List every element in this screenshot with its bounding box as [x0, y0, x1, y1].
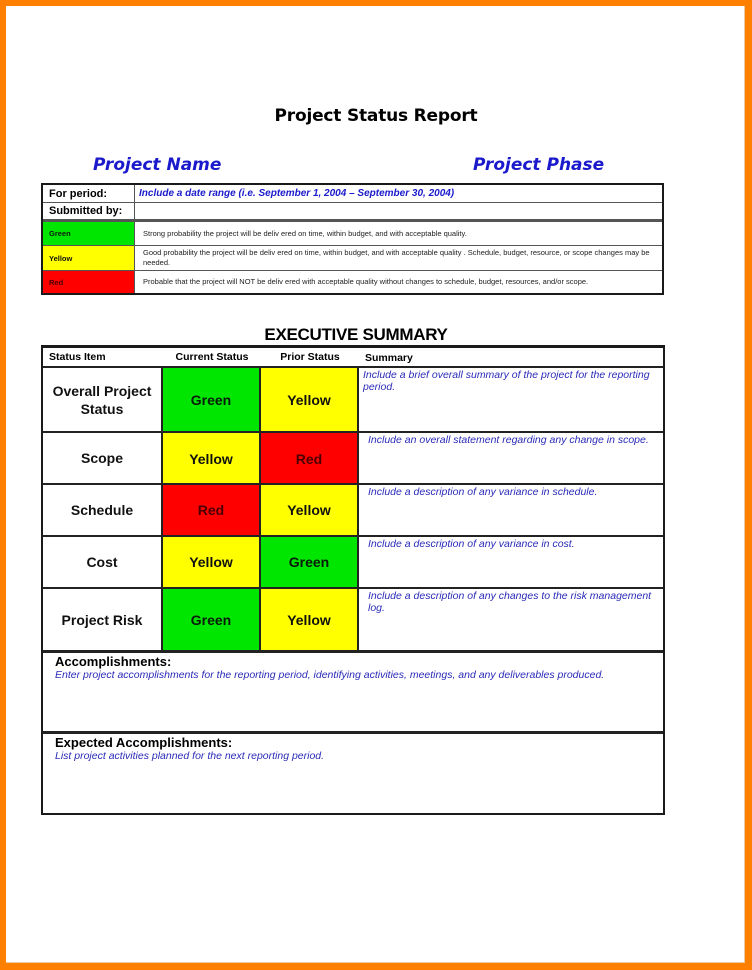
column-header-prior-status: Prior Status — [280, 351, 340, 363]
prior-status-cell[interactable]: Yellow — [261, 589, 359, 650]
current-status-cell[interactable]: Yellow — [163, 537, 261, 587]
period-label: For period: — [43, 185, 135, 202]
period-field[interactable]: Include a date range (i.e. September 1, 2004 – September 30, 2004) — [139, 188, 455, 199]
current-status-cell[interactable]: Green — [163, 368, 261, 431]
legend-yellow-label: Yellow — [43, 246, 135, 270]
prior-status-cell[interactable]: Green — [261, 537, 359, 587]
period-row — [43, 185, 662, 203]
prior-status-cell[interactable]: Yellow — [261, 485, 359, 535]
column-header-current-status: Current Status — [175, 351, 249, 363]
table-row — [43, 485, 663, 537]
summary-cell[interactable]: Include an overall statement regarding any change in scope. — [368, 434, 649, 446]
report-title: Project Status Report — [274, 106, 478, 126]
submitted-field[interactable] — [135, 203, 662, 219]
legend-row-green — [43, 222, 662, 246]
status-item-label: Scope — [43, 433, 163, 483]
legend-green-description: Strong probability the project will be deliv ered on time, within budget, and with acceptable quality. — [143, 228, 467, 238]
legend-red-description: Probable that the project will NOT be deliv ered with acceptable quality without changes to schedule, budget, resources, and/or scope. — [143, 277, 589, 286]
summary-cell[interactable]: Include a description of any variance in cost. — [368, 538, 575, 550]
project-phase-heading: Project Phase — [473, 155, 605, 175]
accomplishments-title: Accomplishments: — [55, 654, 172, 669]
prior-status-cell[interactable]: Red — [261, 433, 359, 483]
summary-cell[interactable]: Include a brief overall summary of the project for the reporting period. — [363, 369, 650, 393]
current-status-cell[interactable]: Green — [163, 589, 261, 650]
legend-green-label: Green — [43, 222, 135, 245]
table-row — [43, 589, 663, 653]
status-item-label: Project Risk — [43, 589, 163, 650]
expected-accomplishments-title: Expected Accomplishments: — [55, 735, 233, 750]
submitted-row — [43, 203, 662, 222]
summary-cell[interactable]: Include a description of any variance in schedule. — [368, 486, 598, 498]
status-item-label: Schedule — [43, 485, 163, 535]
column-header-summary: Summary — [365, 351, 413, 364]
accomplishments-text: Enter project accomplishments for the reporting period, identifying activities, meetings, and any deliverables produced. — [55, 669, 605, 681]
project-name-heading: Project Name — [93, 155, 222, 175]
table-row — [43, 433, 663, 485]
submitted-label: Submitted by: — [43, 203, 135, 219]
legend-red-label: Red — [43, 271, 135, 293]
status-item-label: Cost — [43, 537, 163, 587]
legend-row-red — [43, 271, 662, 293]
table-row — [43, 537, 663, 589]
table-header-row — [43, 348, 663, 368]
project-info-table — [41, 183, 664, 295]
prior-status-cell[interactable]: Yellow — [261, 368, 359, 431]
table-row — [43, 368, 663, 433]
executive-summary-heading: EXECUTIVE SUMMARY — [264, 325, 448, 344]
summary-cell[interactable]: Include a description of any changes to the risk management log. — [368, 590, 652, 614]
status-item-label: Overall Project Status — [43, 368, 163, 431]
current-status-cell[interactable]: Yellow — [163, 433, 261, 483]
legend-yellow-description: Good probability the project will be deliv ered on time, within budget, and with acceptable quality . Schedule, budget, resource, or scope changes may be needed. — [143, 248, 650, 267]
legend-row-yellow — [43, 246, 662, 271]
executive-summary-table — [41, 345, 665, 815]
accomplishments-section[interactable] — [43, 653, 663, 734]
column-header-status-item: Status Item — [49, 351, 106, 363]
expected-accomplishments-section[interactable] — [43, 734, 663, 813]
expected-accomplishments-text: List project activities planned for the next reporting period. — [55, 750, 325, 762]
current-status-cell[interactable]: Red — [163, 485, 261, 535]
